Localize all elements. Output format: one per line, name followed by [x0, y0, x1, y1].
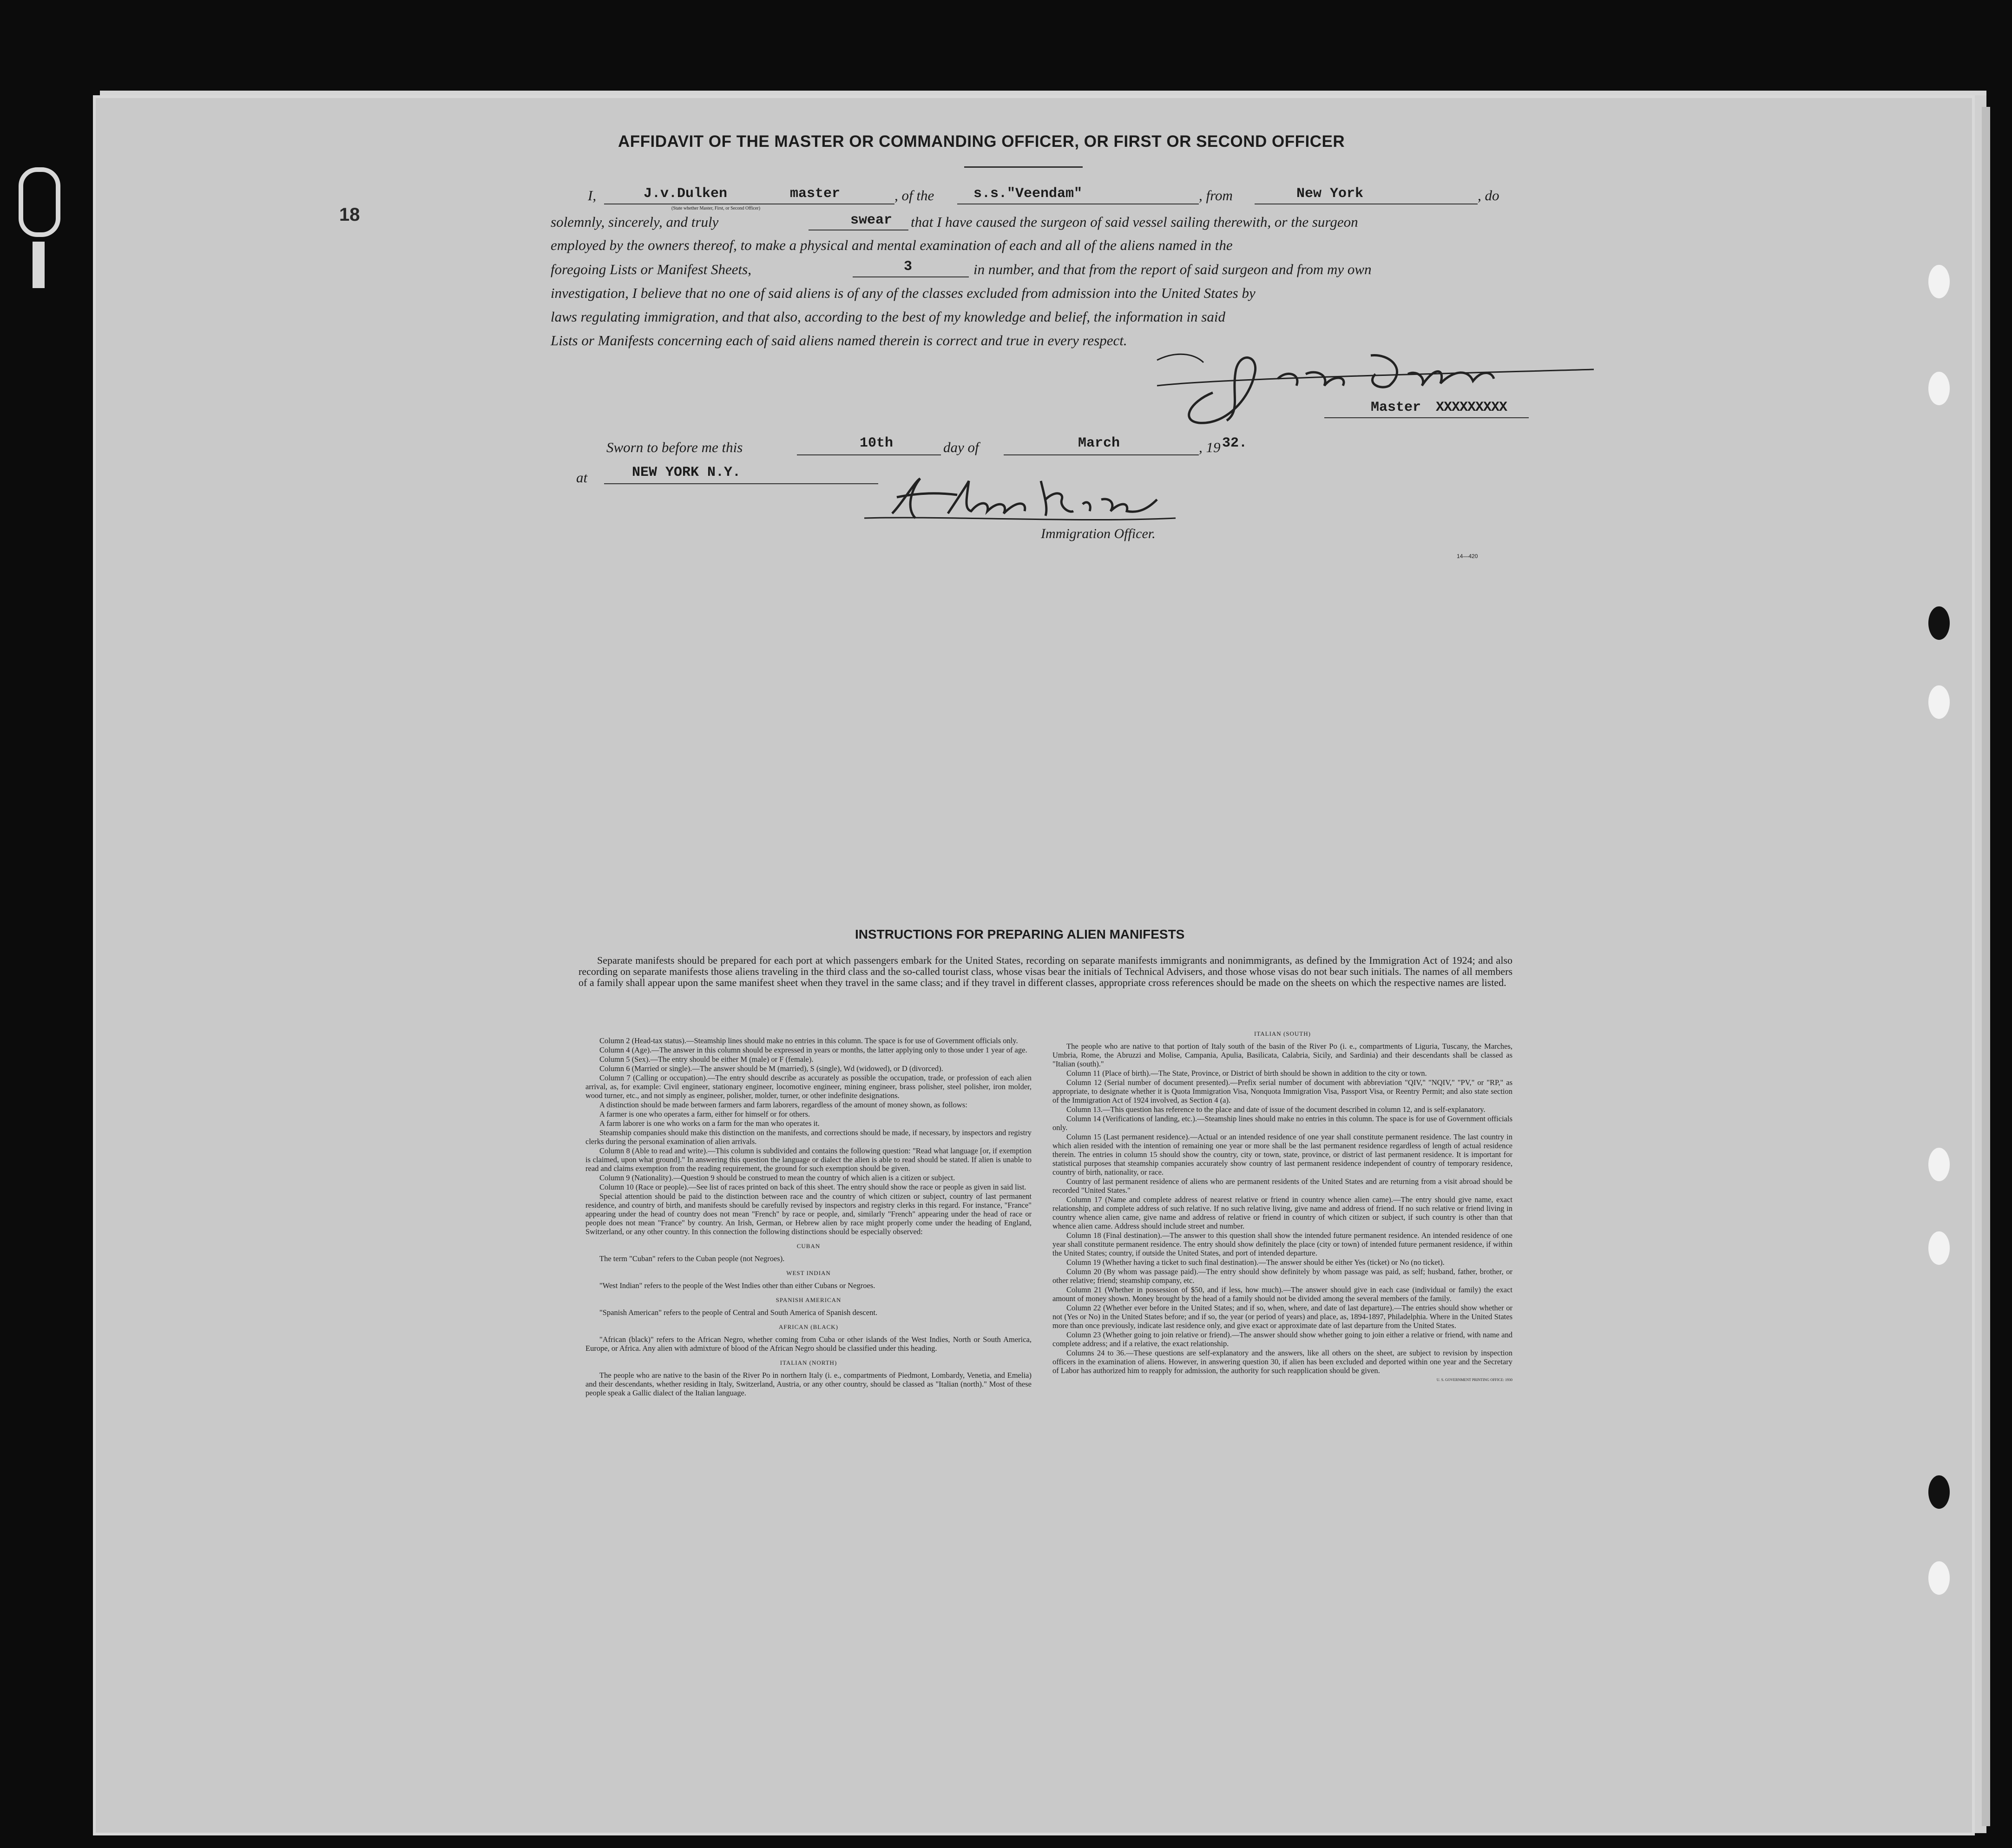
do-text: , do [1478, 187, 1499, 204]
instruction-paragraph: Column 6 (Married or single).—The answer should be M (married), S (single), Wd (widowed), or D (divorced). [599, 1064, 943, 1073]
from-text: , from [1199, 187, 1233, 204]
underline [1324, 417, 1529, 418]
affidavit-line4a: foregoing Lists or Manifest Sheets, [551, 261, 751, 277]
sworn-place: NEW YORK N.Y. [632, 465, 741, 480]
binder-mark [19, 167, 60, 237]
instruction-paragraph: Steamship companies should make this distinction on the manifests, and corrections should be made, if necessary, by inspectors and registry clerks during the personal examination of alien arrivals. [585, 1128, 1032, 1146]
binder-mark [33, 242, 45, 288]
instruction-paragraph: Column 14 (Verifications of landing, etc.).—Steamship lines should make no entries in this column. The space is for use of Government officials only. [1052, 1114, 1512, 1132]
section-heading-spanish-american: SPANISH AMERICAN [776, 1296, 842, 1303]
instruction-paragraph: The people who are native to that portion of Italy south of the basin of the River Po (i. e., compartments of Liguria, Tuscany, the Marches, Umbria, Rome, the Abruzzi and Molise, Campania, Apulia, Basilicata, Calabria, Sicily, and Sardinia) and their descendants shall be classed as "Italian (south)." [1052, 1042, 1512, 1068]
instruction-paragraph: Column 22 (Whether ever before in the United States; and if so, when, where, and date of last departure).—The entries should show whether or not (Yes or No) in the United States before; and if so, the year (or period of years) and place, as, 1894-1897, Philadelphia. Where in the United States more than once previously, indicate last residence only, and give exact or approximate date of last departure from the United States. [1052, 1303, 1512, 1330]
departure-port: New York [1296, 186, 1364, 202]
instruction-paragraph: Column 15 (Last permanent residence).—Actual or an intended residence of one year shall constitute permanent residence. The last country in which alien resided with the intention of remaining one year or more shall be the last permanent residence regardless of length of actual residence therein. The entries in column 15 should show the country, city or town, state, province, or district of last permanent residence. It is important for statistical purposes that steamship companies accurately show country of last permanent residence independent of country of temporary residence, country of birth, nationality, or race. [1052, 1132, 1512, 1177]
instructions-right-column [1052, 1029, 1512, 1385]
instruction-paragraph: "West Indian" refers to the people of the West Indies other than either Cubans or Negroes. [599, 1281, 875, 1290]
at-text: at [576, 469, 588, 486]
instruction-paragraph: Column 10 (Race or people).—See list of races printed on back of this sheet. The entry should show the race or people as given in said list. [599, 1183, 1026, 1191]
master-signature [1148, 342, 1603, 434]
affidavit-line6: laws regulating immigration, and that also, according to the best of my knowledge and belief, the information in said [551, 309, 1226, 325]
sworn-month: March [1078, 435, 1120, 451]
sworn-text: Sworn to before me this [606, 439, 743, 455]
affidavit-line2a: solemnly, sincerely, and truly [551, 214, 719, 230]
instruction-paragraph: "Spanish American" refers to the people of Central and South America of Spanish descent. [599, 1308, 878, 1317]
affidavit-line7: Lists or Manifests concerning each of said aliens named therein is correct and true in every respect. [551, 332, 1127, 349]
instruction-paragraph: Column 12 (Serial number of document presented).—Prefix serial number of document with abbreviation "QIV," "NQIV," "PV," or "RP," as appropriate, to designate whether it is Quota Immigration Visa, Nonquota Immigration Visa, Passport Visa, or Reentry Permit; and also state section of the Immigration Act of 1924 involved, as Section 4 (a). [1052, 1078, 1512, 1105]
instructions-intro: Separate manifests should be prepared for each port at which passengers embark for the United States, recording on separate manifests immigrants and nonimmigrants, as defined by the Immigration Act of 1924; and also recording on separate manifests those aliens traveling in the third class and the so-called tourist class, whose visas bear the initials of Technical Advisers, and those whose visas do not bear such initials. The names of all members of a family shall appear upon the same manifest sheet when they travel in the same class; and if they travel in different classes, appropriate cross references should be made on the sheets on which the respective names are listed. [579, 954, 1512, 988]
punch-hole [1928, 606, 1950, 640]
page-edge [1982, 107, 1990, 1826]
punch-hole [1928, 1148, 1950, 1181]
underline [1004, 454, 1199, 455]
margin-mark: 18 [339, 204, 360, 225]
affidavit-i: I, [588, 187, 597, 204]
instruction-paragraph: Column 7 (Calling or occupation).—The entry should describe as accurately as possible the occupation, trade, or profession of each alien arrival, as, for example: Civil engineer, stationary engineer, locomotive engineer, mining engineer, brass polisher, steel polisher, iron molder, wood turner, etc., and not simply as engineer, polisher, molder, turner, or other indefinite designations. [585, 1073, 1032, 1100]
instruction-paragraph: A farmer is one who operates a farm, either for himself or for others. [599, 1110, 810, 1118]
punch-hole [1928, 1561, 1950, 1595]
officer-signature [850, 472, 1185, 534]
instruction-paragraph: Column 8 (Able to read and write).—This column is subdivided and contains the following question: "Read what language [or, if exemption is claimed, upon what ground]." In answering this question the language or dialect the alien is able to read should be stated. If alien is unable to read and claims exemption from the reading requirement, the ground for such exemption should be given. [585, 1146, 1032, 1173]
instruction-paragraph: Column 17 (Name and complete address of nearest relative or friend in country whence alien came).—The entry should give name, exact relationship, and complete address of such relative. If no such relative living, give name and address of friend. If no such relative or friend living in country whence alien came, give name and address of relative or friend in country of which citizen or subject, if such country is other than that whence alien came. Address should include street and number. [1052, 1195, 1512, 1230]
punch-hole [1928, 265, 1950, 298]
instruction-paragraph: Column 2 (Head-tax status).—Steamship lines should make no entries in this column. The space is for use of Government officials only. [599, 1036, 1018, 1045]
instruction-paragraph: A farm laborer is one who works on a farm for the man who operates it. [599, 1119, 820, 1128]
punch-hole [1928, 1231, 1950, 1265]
rank: master [790, 186, 841, 202]
instruction-paragraph: Column 9 (Nationality).—Question 9 should be construed to mean the country of which alien is a citizen or subject. [599, 1173, 955, 1182]
rank-hint: (State whether Master, First, or Second Officer) [671, 206, 761, 211]
master-name: J.v.Dulken [644, 186, 728, 202]
instruction-paragraph: The people who are native to the basin of the River Po in northern Italy (i. e., compartments of Piedmont, Lombardy, Venetia, and Emelia) and their descendants, whether residing in Italy, Switzerland, Austria, or any other country, should be classed as "Italian (north)." Most of these people speak a Gallic dialect of the Italian language. [585, 1371, 1032, 1397]
instruction-paragraph: Columns 24 to 36.—These questions are self-explanatory and the answers, like all others on the sheet, are subject to revision by inspection officers in the examination of aliens. However, in answering question 30, if alien has been excluded and deported within one year and the Secretary of Labor has authorized him to reapply for admission, the authority for such reapplication should be given. [1052, 1348, 1512, 1375]
instruction-paragraph: Column 13.—This question has reference to the place and date of issue of the document described in column 12, and is self-explanatory. [1066, 1105, 1486, 1114]
affidavit-line5: investigation, I believe that no one of said aliens is of any of the classes excluded from admission into the United States by [551, 285, 1256, 301]
instruction-paragraph: Column 18 (Final destination).—The answer to this question shall show the intended future permanent residence. An intended residence of one year shall constitute permanent residence. The entry should show definitely the place (city or town) of intended future permanent residence, if within the United States; country, if outside the United States, and port of intended departure. [1052, 1231, 1512, 1257]
officer-label: Immigration Officer. [1041, 526, 1156, 541]
instruction-paragraph: Column 19 (Whether having a ticket to such final destination).—The answer should be either Yes (ticket) or No (no ticket). [1066, 1258, 1445, 1267]
section-heading-cuban: CUBAN [796, 1243, 821, 1250]
instructions-left-column [585, 1036, 1032, 1398]
vessel-name: s.s."Veendam" [973, 186, 1083, 202]
title-rule [964, 166, 1083, 168]
master-struck-text: XXXXXXXXX [1436, 400, 1507, 415]
punch-hole [1928, 1475, 1950, 1509]
underline [604, 483, 878, 484]
instruction-paragraph: "African (black)" refers to the African Negro, whether coming from Cuba or other islands of the West Indies, North or South America, Europe, or Africa. Any alien with admixture of blood of the African Negro should be classified under this heading. [585, 1335, 1032, 1353]
instruction-paragraph: Column 23 (Whether going to join relative or friend).—The answer should show whether going to join either a relative or friend, with name and complete address; and if a relative, the exact relationship. [1052, 1330, 1512, 1348]
instruction-paragraph: Special attention should be paid to the distinction between race and the country of which citizen or subject, country of last permanent residence, and country of birth, and manifests should be carefully revised by inspectors and registry clerks in this regard. For instance, "France" appearing under the head of country does not mean "French" by race or people, and, similarly "French" appearing under the head of race or people does not mean "France" by country. An Irish, German, or Hebrew alien by race might properly come under the heading of England, Switzerland, or any other country. In this connection the following distinctions should be especially observed: [585, 1192, 1032, 1236]
instruction-paragraph: Column 11 (Place of birth).—The State, Province, or District of birth should be shown in addition to the city or town. [1066, 1069, 1427, 1078]
instructions-title: INSTRUCTIONS FOR PREPARING ALIEN MANIFESTS [855, 927, 1185, 941]
underline [853, 276, 969, 277]
affidavit-line4b: in number, and that from the report of said surgeon and from my own [973, 261, 1372, 277]
section-heading-african: AFRICAN (BLACK) [778, 1323, 839, 1330]
affidavit-title: AFFIDAVIT OF THE MASTER OR COMMANDING OFFICER, OR FIRST OR SECOND OFFICER [618, 132, 1345, 151]
punch-hole [1928, 372, 1950, 405]
punch-hole [1928, 685, 1950, 719]
underline [797, 454, 941, 455]
sworn-year: 32. [1222, 435, 1248, 451]
form-number: 14—420 [1457, 553, 1478, 559]
section-heading-italian-south: ITALIAN (SOUTH) [1254, 1030, 1311, 1037]
instruction-paragraph: Column 21 (Whether in possession of $50, and if less, how much).—The answer should give in each case (individual or family) the exact amount of money shown. Money brought by the head of a family should not be divided among the several members of the family. [1052, 1285, 1512, 1303]
sworn-day: 10th [860, 435, 894, 451]
instruction-paragraph: Column 20 (By whom was passage paid).—The entry should show definitely by whom passage was paid, as self; husband, father, brother, or other relative; friend; steamship company, etc. [1052, 1267, 1512, 1285]
sheet-count: 3 [904, 259, 913, 275]
year-prefix: , 19 [1199, 439, 1221, 455]
of-the-text: , of the [894, 187, 934, 204]
instruction-paragraph: Country of last permanent residence of aliens who are permanent residents of the United States and are returning from a visit abroad should be recorded "United States." [1052, 1177, 1512, 1195]
affidavit-line3: employed by the owners thereof, to make a physical and mental examination of each and all of the aliens named in the [551, 237, 1233, 253]
printer-imprint: U. S. GOVERNMENT PRINTING OFFICE: 1930 [1436, 1378, 1512, 1382]
section-heading-italian-north: ITALIAN (NORTH) [780, 1359, 837, 1366]
instruction-paragraph: A distinction should be made between farmers and farm laborers, regardless of the amount of money shown, as follows: [599, 1100, 967, 1109]
master-label: Master [1371, 400, 1421, 415]
section-heading-west-indian: WEST INDIAN [786, 1269, 831, 1276]
instruction-paragraph: The term "Cuban" refers to the Cuban people (not Negroes). [599, 1254, 785, 1263]
instruction-paragraph: Column 5 (Sex).—The entry should be either M (male) or F (female). [599, 1055, 814, 1064]
oath-word: swear [850, 212, 893, 228]
affidavit-line2b: that I have caused the surgeon of said vessel sailing therewith, or the surgeon [911, 214, 1358, 230]
instruction-paragraph: Column 4 (Age).—The answer in this column should be expressed in years or months, the latter applying only to those under 1 year of age. [599, 1046, 1027, 1054]
day-of-text: day of [943, 439, 979, 455]
